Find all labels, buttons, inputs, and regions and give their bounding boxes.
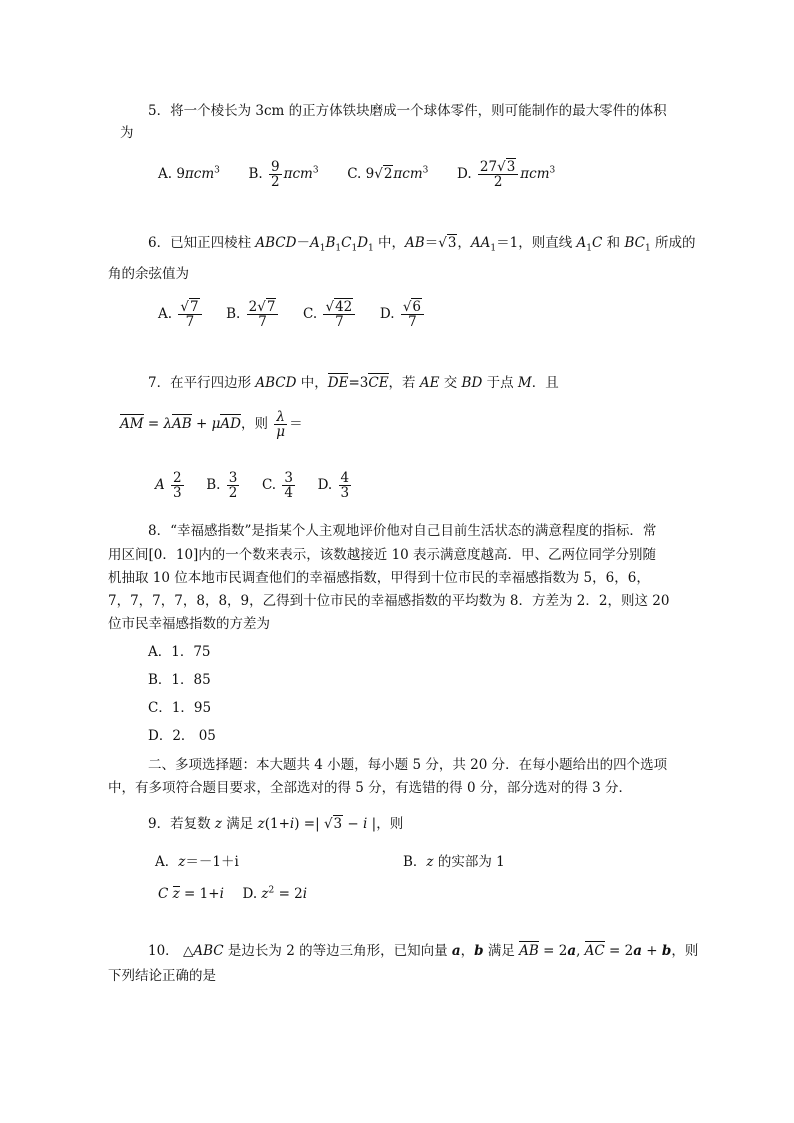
q5-option-d: D. $\frac{27√3}{2}$ πcm$^3$ (456, 159, 556, 191)
q8-stem-line4: 7，7，7，7，8，8，9，乙得到十位市民的幸福感指数的平均数为 8．方差为 2．2，则这 20 (108, 593, 670, 609)
q7-stem-line1: 7．在平行四边形 ABCD 中，DE=3CE，若 AE 交 BD 于点 M．且 (148, 375, 559, 391)
q8-option-b: B．1．85 (148, 672, 211, 688)
q6-stem-line1: 6．已知正四棱柱 $ABCD-A_1B_1C_1D_1$ 中，AB＝√3，$AA_1=1$，则直线 $A_1C$ 和 $BC_1$ 所成的 (148, 235, 696, 254)
q9-option-c: C z = 1+i (158, 885, 224, 902)
q8-option-c: C．1．95 (148, 700, 212, 716)
q9-option-a: A．z＝－1＋i (155, 854, 239, 870)
q6-option-c: C. $\frac{√42}{7}$ (303, 306, 357, 322)
q9-stem: 9．若复数 z 满足 z(1+i) =| √3 − i |，则 (148, 816, 404, 832)
q6-options (158, 300, 426, 329)
q7-option-b: B. $\frac{3}{2}$ (206, 470, 238, 502)
q9-option-d: D. $z^2 = 2i$ (242, 885, 308, 902)
q5-stem-line1: 5．将一个棱长为 3cm 的正方体铁块磨成一个球体零件，则可能制作的最大零件的体积 (148, 103, 667, 119)
q5-option-c: C. 9√2πcm$^3$ (347, 165, 429, 183)
q7-stem-line2: AM = λAB + μAD，则 $\frac{\lambda}{\mu}$ ＝ (120, 409, 303, 441)
q5-option-a: A. 9πcm$^3$ (158, 165, 220, 183)
q6-option-a: A. $\frac{√7}{7}$ (158, 306, 204, 322)
q8-stem-line5: 位市民幸福感指数的方差为 (108, 616, 270, 632)
q5-option-b: B. $\frac{9}{2}$ πcm$^3$ (248, 159, 319, 191)
q8-option-a: A．1．75 (148, 644, 211, 660)
q8-stem-line2: 用区间[0．10]内的一个数来表示，该数越接近 10 表示满意度越高．甲、乙两位同学分别随 (108, 547, 657, 563)
q7-option-a: A $\frac{2}{3}$ (155, 470, 182, 502)
q9-option-b: B．z 的实部为 1 (403, 854, 505, 870)
q6-option-d: D. $\frac{√6}{7}$ (380, 306, 426, 322)
q6-stem-line2: 角的余弦值为 (108, 266, 189, 282)
q10-stem-line1: 10． △ABC 是边长为 2 的等边三角形，已知向量 a，b 满足 AB = 2a, AC = 2a + b，则 (148, 943, 699, 959)
q8-option-d: D．2． 05 (148, 728, 216, 744)
q8-stem-line1: 8．“幸福感指数”是指某个人主观地评价他对自己目前生活状态的满意程度的指标．常 (148, 523, 657, 539)
q10-stem-line2: 下列结论正确的是 (108, 968, 216, 984)
section2-heading-line2: 中，有多项符合题目要求，全部选对的得 5 分，有选错的得 0 分，部分选对的得 3 分． (108, 780, 633, 796)
q5-stem-line2: 为 (120, 125, 134, 141)
q7-option-d: D. $\frac{4}{3}$ (317, 470, 350, 502)
q7-option-c: C. $\frac{3}{4}$ (261, 470, 293, 502)
q7-options (155, 471, 353, 500)
q5-options (158, 160, 555, 189)
q6-option-b: B. $\frac{2√7}{7}$ (226, 306, 280, 322)
q9-option-cd (158, 885, 307, 902)
q8-stem-line3: 机抽取 10 位本地市民调查他们的幸福感指数，甲得到十位市民的幸福感指数为 5，6，6， (108, 570, 650, 586)
section2-heading-line1: 二、多项选择题：本大题共 4 小题，每小题 5 分，共 20 分．在每小题给出的四个选项 (148, 757, 668, 773)
